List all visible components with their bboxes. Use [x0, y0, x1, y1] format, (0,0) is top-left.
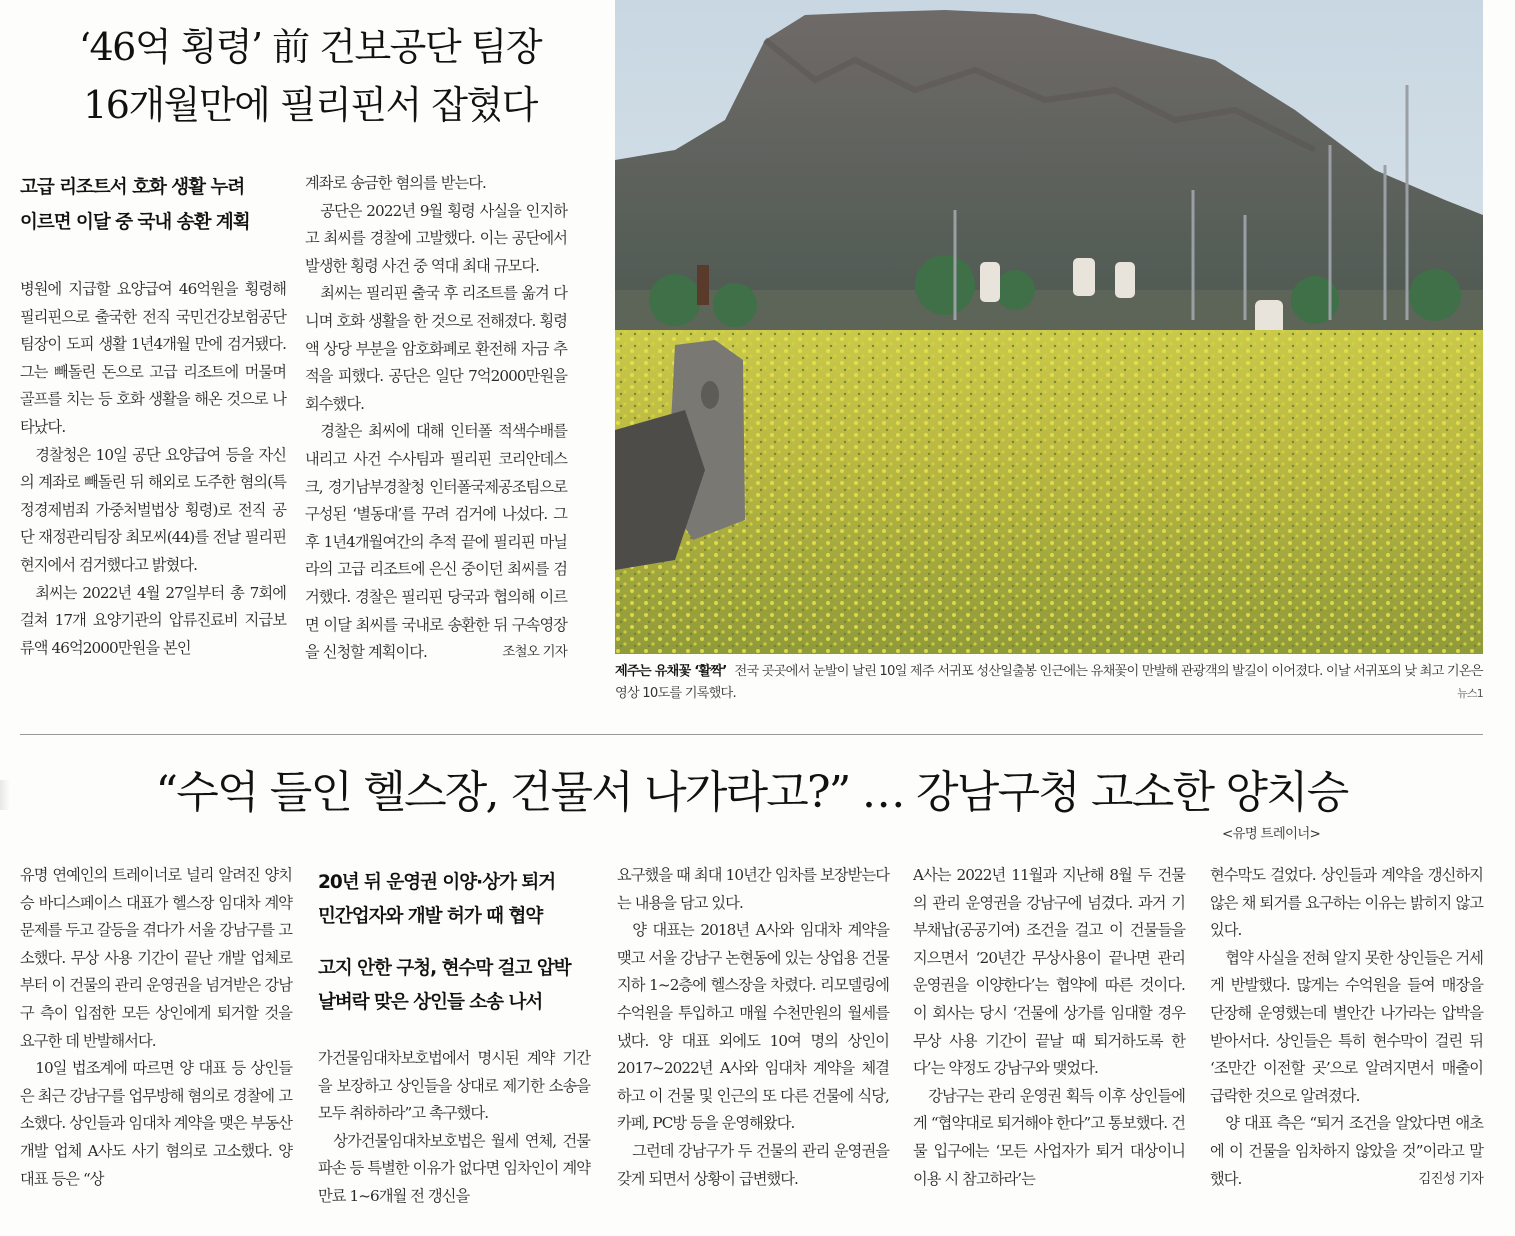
paragraph: 병원에 지급할 요양급여 46억원을 횡령해 필리핀으로 출국한 전직 국민건강보험공단 팀장이 도피 생활 1년4개월 만에 검거됐다. 그는 빼돌린 돈으로 고급 리조트에 머물며 골프를 치는 등 호화 생활을 해온 것으로 나타났다. — [20, 280, 286, 436]
paragraph: 최씨는 필리핀 출국 후 리조트를 옮겨 다니며 호화 생활을 한 것으로 전해졌다. 횡령액 상당 부분을 암호화폐로 환전해 자금 추적을 피했다. 공단은 일단 7억2000만원을 회수했다. — [305, 284, 567, 413]
article2-column-5 — [1210, 862, 1483, 1193]
paragraph: 공단은 2022년 9월 횡령 사실을 인지하고 최씨를 경찰에 고발했다. 이는 공단에서 발생한 횡령 사건 중 역대 최대 규모다. — [305, 201, 567, 275]
article1-column-2 — [305, 170, 567, 667]
paragraph-text: 양 대표 측은 “퇴거 조건을 알았다면 애초에 이 건물을 임차하지 않았을 것”이라고 말했다. — [1210, 1114, 1483, 1188]
paragraph: A사는 2022년 11월과 지난해 8월 두 건물의 관리 운영권을 강남구에 넘겼다. 과거 기부채납(공공기여) 조건을 걸고 이 건물들을 지으면서 ‘20년간 무상사용이 끝나면 관리 운영권을 이양한다’는 협약에 따른 것이다. 이 회사는 당시 ‘건물에 상가를 임대할 경우 무상 사용 기간이 끝날 때 퇴거하도록 한다’는 약정도 강남구와 맺었다. — [913, 866, 1185, 1078]
article2-subhead-b-2: 날벼락 맞은 상인들 소송 나서 — [318, 992, 543, 1013]
article2-byline: 김진성 기자 — [1418, 1170, 1483, 1187]
paragraph — [305, 418, 567, 666]
photo-credit: 뉴스1 — [1457, 687, 1483, 700]
article1-headline-line1: ‘46억 횡령’ 前 건보공단 팀장 — [78, 25, 542, 69]
edge-shadow — [0, 780, 10, 810]
article2-subhead-a-1: 20년 뒤 운영권 이양·상가 퇴거 — [318, 872, 556, 893]
paragraph: 그런데 강남구가 두 건물의 관리 운영권을 갖게 되면서 상황이 급변했다. — [617, 1141, 889, 1188]
article1-headline-line2: 16개월만에 필리핀서 잡혔다 — [83, 83, 537, 127]
paragraph: 최씨는 2022년 4월 27일부터 총 7회에 걸쳐 17개 요양기관의 압류진료비 지급보류액 46억2000만원을 본인 — [20, 583, 286, 657]
paragraph: 상가건물임대차보호법은 월세 연체, 건물 파손 등 특별한 이유가 없다면 임차인이 계약 만료 1~6개월 전 갱신을 — [318, 1131, 590, 1205]
paragraph: 경찰청은 10일 공단 요양급여 등을 자신의 계좌로 빼돌린 뒤 해외로 도주한 혐의(특정경제범죄 가중처벌법상 횡령)로 전직 공단 재정관리팀장 최모씨(44)를 전날 필리핀 현지에서 검거했다고 밝혔다. — [20, 445, 286, 574]
article1-subheads — [20, 170, 300, 240]
article1-headline — [20, 18, 600, 134]
article2-photo-label: <유명 트레이너> — [1222, 826, 1320, 842]
section-divider — [20, 734, 1483, 735]
article2-column-2 — [318, 1045, 590, 1211]
article2-column-3 — [617, 862, 889, 1193]
article2-subhead-a-2: 민간업자와 개발 허가 때 협약 — [318, 906, 543, 927]
paragraph: 요구했을 때 최대 10년간 임차를 보장받는다는 내용을 담고 있다. — [617, 866, 889, 912]
article2-subhead-b — [318, 952, 590, 1020]
photo-yuchae-flowers — [615, 0, 1483, 654]
article2-subhead-a — [318, 866, 590, 934]
article2-column-4 — [913, 862, 1185, 1193]
photo-caption-text: 전국 곳곳에서 눈발이 날린 10일 제주 서귀포 성산일출봉 인근에는 유채꽃이 만발해 관광객의 발길이 이어졌다. 이날 서귀포의 낮 최고 기온은 영상 10도를 기록했다. — [615, 664, 1483, 701]
paragraph — [1210, 1110, 1483, 1193]
article1-subhead-1: 고급 리조트서 호화 생활 누려 — [20, 177, 245, 198]
paragraph: 계좌로 송금한 혐의를 받는다. — [305, 174, 486, 192]
paragraph: 유명 연예인의 트레이너로 널리 알려진 양치승 바디스페이스 대표가 헬스장 임대차 계약 문제를 두고 갈등을 겪다가 서울 강남구를 고소했다. 무상 사용 기간이 끝난 개발 업체로부터 이 건물의 관리 운영권을 넘겨받은 강남구 측이 입점한 모든 상인에게 퇴거할 것을 요구한 데 반발해서다. — [20, 866, 292, 1050]
photo-illustration — [615, 0, 1483, 654]
photo-caption-title: 제주는 유채꽃 ‘활짝’ — [615, 664, 727, 679]
paragraph: 양 대표는 2018년 A사와 임대차 계약을 맺고 서울 강남구 논현동에 있는 상업용 건물 지하 1~2층에 헬스장을 차렸다. 리모델링에 수억원을 투입하고 매월 수천만원의 월세를 냈다. 양 대표 외에도 10여 명의 상인이 2017~2022년 A사와 임대차 계약을 체결하고 이 건물 및 인근의 또 다른 건물에 식당, 카페, PC방 등을 운영해왔다. — [617, 921, 889, 1133]
article1-column-1 — [20, 276, 286, 662]
article1-subhead-2: 이르면 이달 중 국내 송환 계획 — [20, 212, 250, 233]
photo-caption — [615, 661, 1483, 705]
paragraph: 협약 사실을 전혀 알지 못한 상인들은 거세게 반발했다. 많게는 수억원을 들여 매장을 단장해 운영했는데 별안간 나가라는 압박을 받아서다. 상인들은 특히 현수막이 걸린 뒤 ‘조만간 이전할 곳’으로 알려지면서 매출이 급락한 것으로 알려졌다. — [1210, 948, 1483, 1105]
paragraph: 현수막도 걸었다. 상인들과 계약을 갱신하지 않은 채 퇴거를 요구하는 이유는 밝히지 않고 있다. — [1210, 866, 1483, 940]
article2-column-1 — [20, 862, 292, 1193]
article2-headline: “수억 들인 헬스장, 건물서 나가라고?” … 강남구청 고소한 양치승 — [155, 767, 1348, 818]
paragraph: 가건물임대차보호법에서 명시된 계약 기간을 보장하고 상인들을 상대로 제기한 소송을 모두 취하하라”고 촉구했다. — [318, 1049, 590, 1123]
article1-byline: 조철오 기자 — [502, 644, 567, 661]
paragraph: 강남구는 관리 운영권 획득 이후 상인들에게 “협약대로 퇴거해야 한다”고 통보했다. 건물 입구에는 ‘모든 사업자가 퇴거 대상이니 이용 시 참고하라’는 — [913, 1086, 1185, 1188]
paragraph: 10일 법조계에 따르면 양 대표 등 상인들은 최근 강남구를 업무방해 혐의로 경찰에 고소했다. 상인들과 임대차 계약을 맺은 부동산 개발 업체 A사도 사기 혐의로 고소했다. 양 대표 등은 “상 — [20, 1059, 292, 1188]
article2-subhead-b-1: 고지 안한 구청, 현수막 걸고 압박 — [318, 958, 571, 979]
paragraph-text: 경찰은 최씨에 대해 인터폴 적색수배를 내리고 사건 수사팀과 필리핀 코리안데스크, 경기남부경찰청 인터폴국제공조팀으로 구성된 ‘별동대’를 꾸려 검거에 나섰다. 그 후 1년4개월여간의 추적 끝에 필리핀 마닐라의 고급 리조트에 은신 중이던 최씨를 검거했다. 경찰은 필리핀 당국과 협의해 이르면 이달 최씨를 국내로 송환한 뒤 구속영장을 신청할 계획이다. — [305, 422, 567, 662]
